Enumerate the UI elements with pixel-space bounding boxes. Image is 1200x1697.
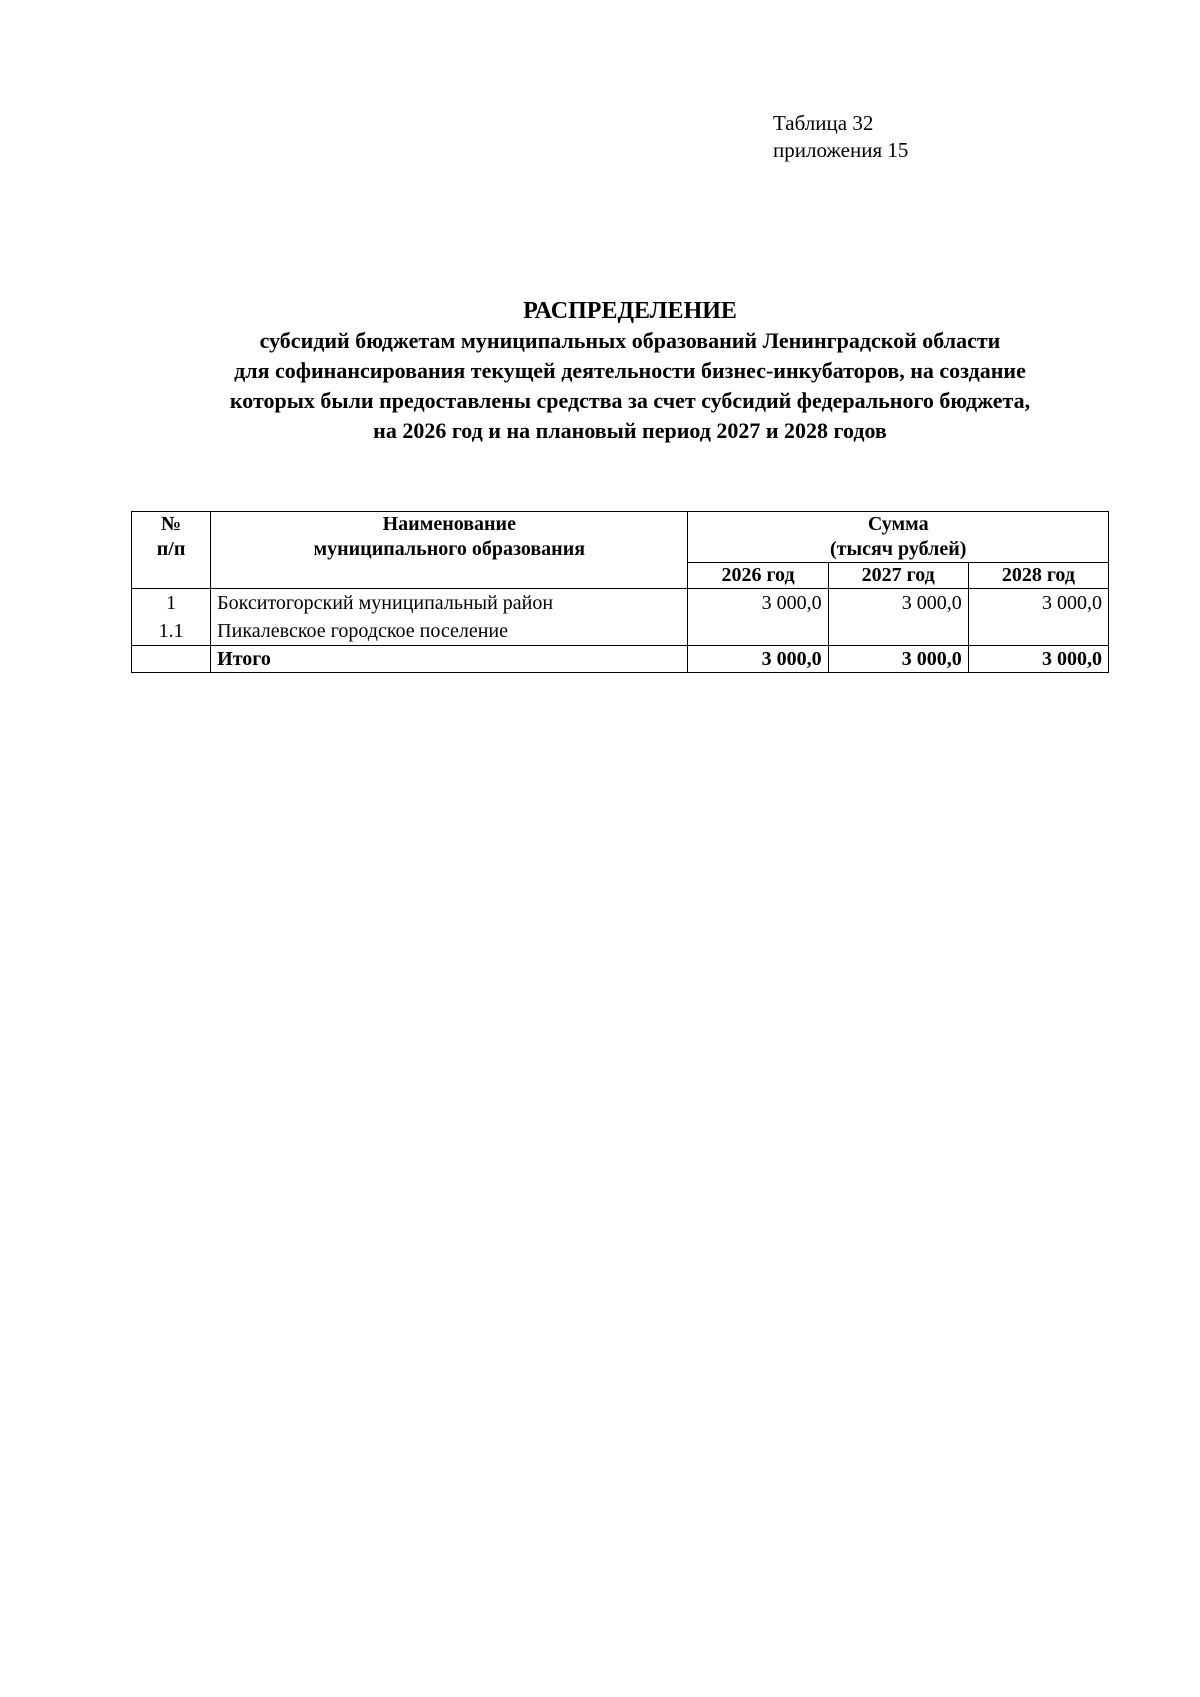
table-row [132,589,1109,646]
header-num-line1: № [161,513,182,535]
total-num-cell [132,646,211,673]
title-line-3: которых были предоставлены средства за счет субсидий федерального бюджета, [229,388,1031,413]
table-number: Таблица 32 [773,111,874,135]
row-value-2026: 3 000,0 [688,589,828,646]
total-row [132,646,1109,673]
row-num-cell [132,589,211,646]
total-value-2028: 3 000,0 [968,646,1108,673]
header-num [132,512,211,589]
header-name-line1: Наименование [382,513,516,535]
row-value-2027: 3 000,0 [828,589,968,646]
header-sum-line1: Сумма [867,513,929,535]
header-name-line2: муниципального образования [313,538,586,560]
title-line-1: субсидий бюджетам муниципальных образований Ленинградской области [259,328,1001,353]
header-name [211,512,688,589]
header-row [132,512,1109,563]
row-sub-name: Пикалевское городское поселение [217,620,509,642]
header-year-2026: 2026 год [688,563,828,589]
title-line-2: для софинансирования текущей деятельности бизнес-инкубаторов, на создание [234,358,1026,383]
total-value-2027: 3 000,0 [828,646,968,673]
row-name-cell [211,589,688,646]
header-sum [688,512,1109,563]
row-sub-num: 1.1 [158,620,184,642]
title-line-4: на 2026 год и на плановый период 2027 и 2028 годов [373,418,887,443]
distribution-table [131,511,1109,673]
header-year-2028: 2028 год [968,563,1108,589]
header-year-2027: 2027 год [828,563,968,589]
total-value-2026: 3 000,0 [688,646,828,673]
row-name: Бокситогорский муниципальный район [217,592,554,614]
header-num-line2: п/п [156,538,186,560]
row-value-2028: 3 000,0 [968,589,1108,646]
title-main: РАСПРЕДЕЛЕНИЕ [523,298,737,324]
row-num: 1 [166,592,177,614]
total-label: Итого [211,646,688,673]
appendix-number: приложения 15 [773,138,909,162]
document-title [100,296,1160,446]
header-sum-line2: (тысяч рублей) [829,538,967,560]
table-reference [773,110,908,164]
